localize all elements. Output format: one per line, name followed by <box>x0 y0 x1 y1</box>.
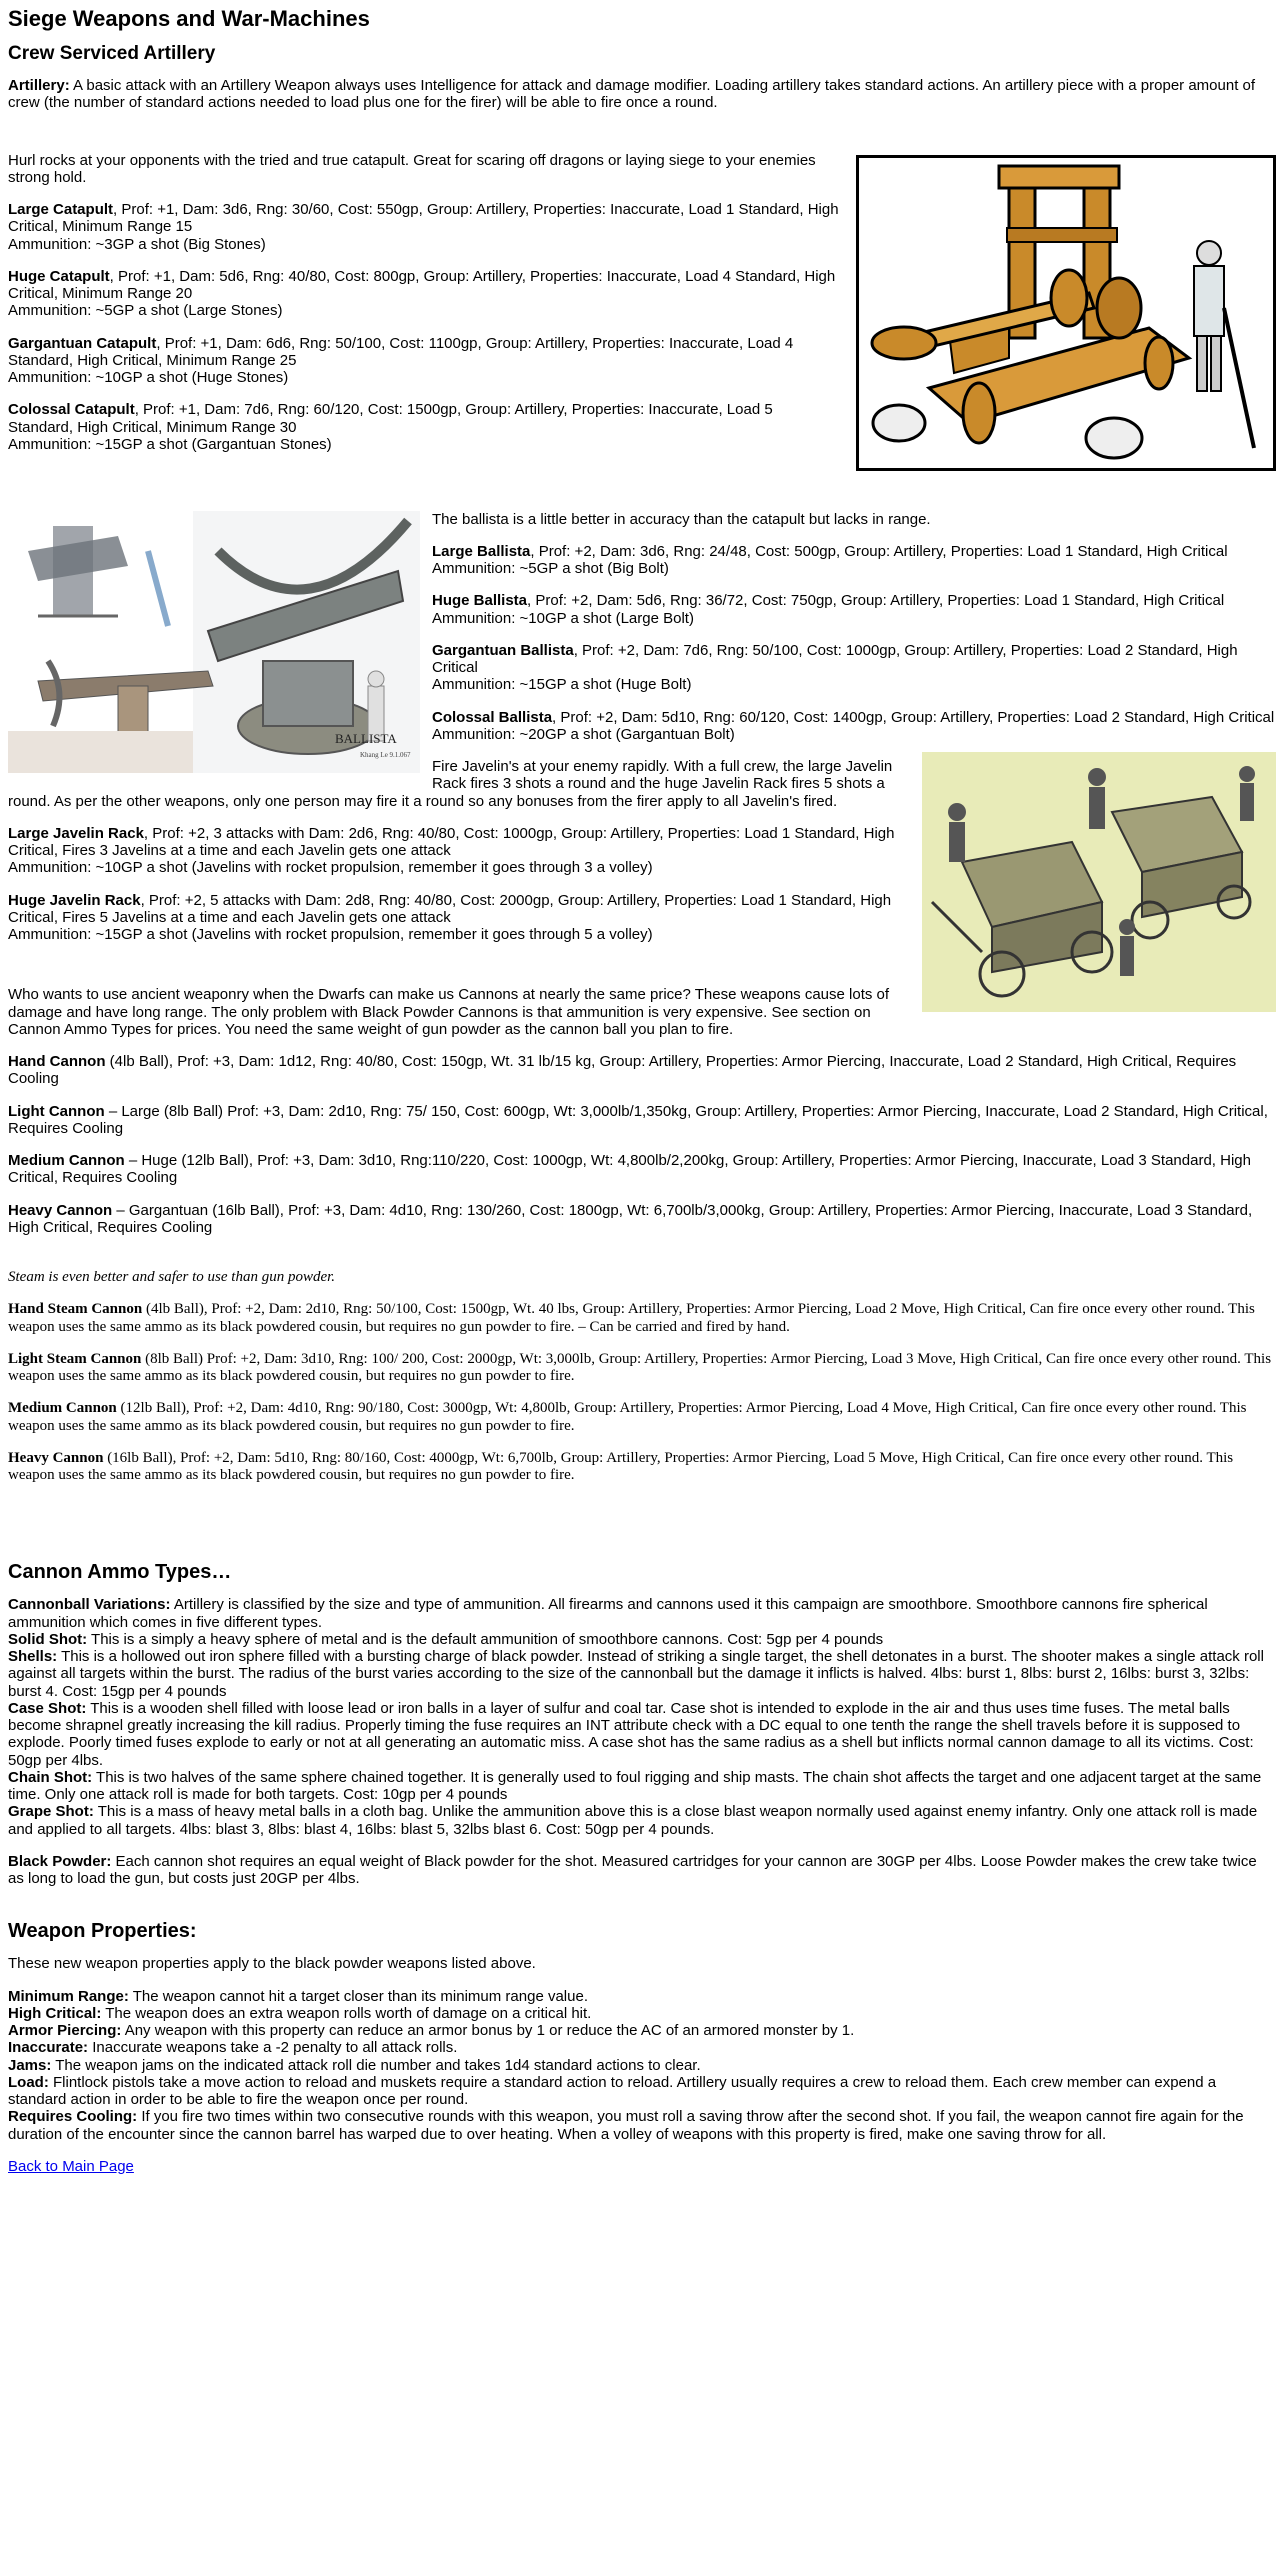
cannon-entry <box>8 1053 1276 1088</box>
back-to-main-link[interactable]: Back to Main Page <box>8 2157 134 2175</box>
ballista-intro: The ballista is a little better in accuracy than the catapult but lacks in range. <box>432 510 931 528</box>
ballista-image <box>8 511 420 773</box>
weapon-name: Hand Cannon <box>8 1053 106 1071</box>
definition: This is a hollowed out iron sphere filled with a bursting charge of black powder. Instead of striking a single target, the shell detonates in a burst. The shooter makes a single attack roll against all targets within the burst. The radius of the burst varies according to the size of the cannonball but the damage it inflicts is halved. 4lbs: burst 1, 8lbs: burst 2, 16lbs: burst 3, 32lbs: burst 4. Cost: 15gp per 4 pounds <box>8 1648 1264 1700</box>
weapon-ammo: Ammunition: ~15GP a shot (Gargantuan Stones) <box>8 435 332 453</box>
term: Jams: <box>8 2056 52 2074</box>
javelin-section <box>8 758 1276 943</box>
term: Armor Piercing: <box>8 2022 122 2040</box>
catapult-image <box>856 155 1276 471</box>
steam-section <box>8 1269 1276 1484</box>
definition: Inaccurate weapons take a -2 penalty to all attack rolls. <box>88 2039 458 2057</box>
weapon-name: Heavy Cannon <box>8 1201 113 1219</box>
definition: This is a wooden shell filled with loose lead or iron balls in a layer of sulfur and coal tar. Case shot is intended to explode in the air and thus uses time fuses. The metal balls become shrapnel greatly increasing the kill radius. Properly timing the fuse requires an INT attribute check with a DC equal to one tenth the range the shell travels before it is supposed to explode. Poorly timed fuses explode to early or not at all generating an automatic miss. A case shot has the same radius as a shell but inflicts normal cannon damage to all its victims. Cost: 50gp per 4lbs. <box>8 1699 1254 1769</box>
definition: Artillery is classified by the size and type of ammunition. All firearms and cannons used it this campaign are smoothbore. Smoothbore cannons fire spherical ammunition which comes in five different types. <box>8 1596 1208 1631</box>
weapon-name: Colossal Catapult <box>8 401 135 419</box>
cannon-intro: Who wants to use ancient weaponry when the Dwarfs can make us Cannons at nearly the same price? These weapons cause lots of damage and have long range. The only problem with Black Powder Cannons is that ammunition is very expensive. See section on Cannon Ammo Types for prices. You need the same weight of gun powder as the cannon ball you plan to fire. <box>8 986 890 1038</box>
cannon-entry <box>8 1103 1276 1138</box>
weapon-name: Huge Ballista <box>432 592 528 610</box>
catapult-section <box>8 152 1276 454</box>
catapult-intro: Hurl rocks at your opponents with the tried and true catapult. Great for scaring off dragons or laying siege to your enemies strong hold. <box>8 151 816 186</box>
weapon-ammo: Ammunition: ~5GP a shot (Large Stones) <box>8 302 283 320</box>
properties-intro: These new weapon properties apply to the black powder weapons listed above. <box>8 1955 536 1973</box>
weapon-name: Huge Javelin Rack <box>8 891 141 909</box>
weapon-property <box>8 2005 1276 2022</box>
weapon-name: Heavy Cannon <box>8 1449 104 1466</box>
weapon-stats: – Gargantuan (16lb Ball), Prof: +3, Dam: 4d10, Rng: 130/260, Cost: 1800gp, Wt: 6,700lb/3,000kg, Group: Artillery, Properties: Armor Piercing, Inaccurate, Load 3 Standard, High Critical, Requires Cooling <box>8 1201 1253 1236</box>
weapon-property <box>8 1988 1276 2005</box>
weapon-ammo: Ammunition: ~10GP a shot (Huge Stones) <box>8 369 289 387</box>
weapon-stats: , Prof: +2, Dam: 5d6, Rng: 36/72, Cost: 750gp, Group: Artillery, Properties: Load 1 Standard, High Critical <box>527 592 1225 610</box>
weapon-name: Light Steam Cannon <box>8 1350 142 1367</box>
steam-cannon-entry <box>8 1351 1276 1386</box>
ammo-type <box>8 1596 1276 1631</box>
ballista-caption: BALLISTA <box>335 730 397 746</box>
catapult-illustration <box>859 158 1273 468</box>
weapon-ammo: Ammunition: ~15GP a shot (Javelins with rocket propulsion, remember it goes through 5 a volley) <box>8 926 653 944</box>
steam-cannon-entry <box>8 1400 1276 1435</box>
definition: If you fire two times within two consecutive rounds with this weapon, you must roll a saving throw after the second shot. If you fail, the weapon cannot fire again for the duration of the encounter since the cannon barrel has warped due to over heating. When a volley of weapons with this property is fired, make one saving throw for all. <box>8 2108 1244 2143</box>
weapon-stats: (16lb Ball), Prof: +2, Dam: 5d10, Rng: 80/160, Cost: 4000gp, Wt: 6,700lb, Group: Artillery, Properties: Armor Piercing, Load 5 Move, High Critical, Can fire once every other round. This weapon uses the same ammo as its black powdered cousin, but requires no gun powder to fire. <box>8 1449 1234 1484</box>
weapon-stats: – Huge (12lb Ball), Prof: +3, Dam: 3d10, Rng:110/220, Cost: 1000gp, Wt: 4,800lb/2,200kg, Group: Artillery, Properties: Armor Piercing, Inaccurate, Load 3 Standard, High Critical, Requires Cooling <box>8 1152 1251 1187</box>
weapon-name: Gargantuan Catapult <box>8 334 157 352</box>
weapon-stats: , Prof: +2, 3 attacks with Dam: 2d6, Rng: 40/80, Cost: 1000gp, Group: Artillery, Properties: Load 1 Standard, High Critical, Fires 3 Javelins at a time and each Javelin gets one attack <box>8 824 895 860</box>
weapon-stats: – Large (8lb Ball) Prof: +3, Dam: 2d10, Rng: 75/ 150, Cost: 600gp, Wt: 3,000lb/1,350kg, Group: Artillery, Properties: Armor Piercing, Inaccurate, Load 2 Standard, High Critical, Requires Cooling <box>8 1102 1268 1137</box>
weapon-stats: , Prof: +1, Dam: 7d6, Rng: 60/120, Cost: 1500gp, Group: Artillery, Properties: Inaccurate, Load 5 Standard, High Critical, Minimum Range 30 <box>8 401 773 436</box>
definition: Flintlock pistols take a move action to reload and muskets require a standard action to reload. Artillery usually requires a crew to reload them. Each crew member can expend a standard action in order to be able to fire the weapon once per round. <box>8 2073 1217 2109</box>
definition: This is two halves of the same sphere chained together. It is generally used to foul rigging and ship masts. The chain shot affects the target and one adjacent target at the same time. Only one attack roll is made for both targets. Cost: 10gp per 4 pounds <box>8 1768 1262 1804</box>
term: High Critical: <box>8 2004 102 2022</box>
javelin-intro: Fire Javelin's at your enemy rapidly. With a full crew, the large Javelin Rack fires 3 shots a round and the huge Javelin Rack fires 5 shots a round. As per the other weapons, only one person may fire it a round so any bonuses from the firer apply to all Javelin's fired. <box>8 758 893 810</box>
crew-heading: Crew Serviced Artillery <box>8 43 216 65</box>
ammo-entries <box>8 1596 1276 1838</box>
weapon-ammo: Ammunition: ~10GP a shot (Javelins with rocket propulsion, remember it goes through 3 a volley) <box>8 859 653 877</box>
definition: The weapon cannot hit a target closer than its minimum range value. <box>128 1987 588 2005</box>
steam-intro: Steam is even better and safer to use than gun powder. <box>8 1269 336 1286</box>
ballista-section <box>8 510 1276 759</box>
weapon-stats: , Prof: +2, Dam: 5d10, Rng: 60/120, Cost: 1400gp, Group: Artillery, Properties: Load 2 Standard, High Critical <box>552 708 1275 726</box>
ballista-illustration <box>8 511 420 773</box>
black-powder: Black Powder: Each cannon shot requires an equal weight of Black powder for the shot. Measured cartridges for your cannon are 30GP per 4lbs. Loose Powder makes the crew take twice as long to load the gun, but costs just 20GP per 4lbs. <box>8 1852 1257 1888</box>
ammo-type <box>8 1769 1276 1804</box>
term: Cannonball Variations: <box>8 1596 171 1614</box>
cannon-entry <box>8 1152 1276 1187</box>
weapon-ammo: Ammunition: ~15GP a shot (Huge Bolt) <box>432 676 692 694</box>
weapon-stats: (8lb Ball) Prof: +2, Dam: 3d10, Rng: 100/ 200, Cost: 2000gp, Wt: 3,000lb, Group: Artillery, Properties: Armor Piercing, Load 3 Move, High Critical, Can fire once every other round. This weapon uses the same ammo as its black powdered cousin, but requires no gun powder to fire. <box>8 1350 1272 1385</box>
ammo-type <box>8 1631 1276 1648</box>
weapon-property <box>8 2022 1276 2039</box>
term: Load: <box>8 2073 49 2091</box>
cannon-entry <box>8 1202 1276 1237</box>
weapon-name: Huge Catapult <box>8 267 110 285</box>
definition: Any weapon with this property can reduce an armor bonus by 1 or reduce the AC of an armored monster by 1. <box>121 2022 855 2040</box>
weapon-property <box>8 2074 1276 2109</box>
weapon-name: Medium Cannon <box>8 1400 117 1417</box>
ballista-signature: Khang Le 9.1.067 <box>360 750 411 759</box>
ammo-type <box>8 1700 1276 1769</box>
properties-entries <box>8 1988 1276 2143</box>
weapon-property <box>8 2108 1276 2143</box>
steam-cannon-entry <box>8 1301 1276 1336</box>
weapon-name: Large Catapult <box>8 201 114 219</box>
document <box>8 6 1276 2190</box>
term: Inaccurate: <box>8 2039 89 2057</box>
weapon-property <box>8 2039 1276 2056</box>
weapon-name: Large Javelin Rack <box>8 824 144 842</box>
weapon-ammo: Ammunition: ~5GP a shot (Big Bolt) <box>432 560 669 578</box>
term: Requires Cooling: <box>8 2108 138 2126</box>
weapon-name: Hand Steam Cannon <box>8 1301 143 1318</box>
weapon-stats: , Prof: +1, Dam: 5d6, Rng: 40/80, Cost: 800gp, Group: Artillery, Properties: Inaccurate, Load 4 Standard, High Critical, Minimum Range 20 <box>8 267 836 303</box>
weapon-ammo: Ammunition: ~20GP a shot (Gargantuan Bolt) <box>432 725 735 743</box>
weapon-ammo: Ammunition: ~3GP a shot (Big Stones) <box>8 235 266 253</box>
weapon-stats: , Prof: +2, Dam: 7d6, Rng: 50/100, Cost: 1000gp, Group: Artillery, Properties: Load 2 Standard, High Critical <box>432 641 1238 677</box>
weapon-stats: (4lb Ball), Prof: +3, Dam: 1d12, Rng: 40/80, Cost: 150gp, Wt. 31 lb/15 kg, Group: Artillery, Properties: Armor Piercing, Inaccurate, Load 2 Standard, High Critical, Requires Cooling <box>8 1053 1237 1088</box>
weapon-name: Medium Cannon <box>8 1152 125 1170</box>
term: Case Shot: <box>8 1699 87 1717</box>
properties-heading: Weapon Properties: <box>8 1920 197 1943</box>
term: Shells: <box>8 1648 58 1666</box>
definition: The weapon jams on the indicated attack roll die number and takes 1d4 standard actions to clear. <box>51 2056 701 2074</box>
steam-cannon-entry <box>8 1450 1276 1485</box>
artillery-rule: Artillery: A basic attack with an Artillery Weapon always uses Intelligence for attack and damage modifier. Loading artillery takes standard actions. An artillery piece with a proper amount of crew (the number of standard actions needed to load plus one for the firer) will be able to fire once a round. <box>8 77 1256 112</box>
term: Grape Shot: <box>8 1803 94 1821</box>
weapon-stats: , Prof: +2, Dam: 3d6, Rng: 24/48, Cost: 500gp, Group: Artillery, Properties: Load 1 Standard, High Critical <box>530 542 1228 560</box>
cannon-section <box>8 986 1276 1236</box>
weapon-stats: , Prof: +1, Dam: 6d6, Rng: 50/100, Cost: 1100gp, Group: Artillery, Properties: Inaccurate, Load 4 Standard, High Critical, Minimum Range 25 <box>8 334 794 369</box>
ammo-heading: Cannon Ammo Types… <box>8 1561 232 1584</box>
weapon-stats: (12lb Ball), Prof: +2, Dam: 4d10, Rng: 90/180, Cost: 3000gp, Wt: 4,800lb, Group: Artillery, Properties: Armor Piercing, Load 4 Move, High Critical, Can fire once every other round. This weapon uses the same ammo as its black powdered cousin, but requires no gun powder to fire. <box>8 1400 1247 1434</box>
term: Chain Shot: <box>8 1768 93 1786</box>
weapon-stats: , Prof: +2, 5 attacks with Dam: 2d8, Rng: 40/80, Cost: 2000gp, Group: Artillery, Properties: Load 1 Standard, High Critical, Fires 5 Javelins at a time and each Javelin gets one attack <box>8 891 892 926</box>
definition: This is a mass of heavy metal balls in a cloth bag. Unlike the ammunition above this is a close blast weapon normally used against enemy infantry. Only one attack roll is made and applied to all targets. 4lbs: blast 3, 8lbs: blast 4, 16lbs: blast 5, 32lbs blast 6. Cost: 50gp per 4 pounds. <box>8 1803 1258 1838</box>
definition: The weapon does an extra weapon rolls worth of damage on a critical hit. <box>101 2004 592 2022</box>
term: Solid Shot: <box>8 1630 88 1648</box>
javelin-rack-illustration <box>922 752 1276 1012</box>
weapon-name: Colossal Ballista <box>432 708 553 726</box>
weapon-property <box>8 2057 1276 2074</box>
weapon-name: Light Cannon <box>8 1102 105 1120</box>
javelin-rack-image <box>922 752 1276 1012</box>
weapon-ammo: Ammunition: ~10GP a shot (Large Bolt) <box>432 609 694 627</box>
page-title: Siege Weapons and War-Machines <box>8 6 370 31</box>
ammo-type <box>8 1803 1276 1838</box>
term: Minimum Range: <box>8 1987 129 2005</box>
weapon-stats: , Prof: +1, Dam: 3d6, Rng: 30/60, Cost: 550gp, Group: Artillery, Properties: Inaccurate, Load 1 Standard, High Critical, Minimum Range 15 <box>8 201 839 236</box>
ammo-type <box>8 1648 1276 1700</box>
weapon-stats: (4lb Ball), Prof: +2, Dam: 2d10, Rng: 50/100, Cost: 1500gp, Wt. 40 lbs, Group: Artillery, Properties: Armor Piercing, Load 2 Move, High Critical, Can fire once every other round. This weapon uses the same ammo as its black powdered cousin, but requires no gun powder to fire. – Can be carried and fired by hand. <box>8 1301 1255 1335</box>
definition: This is a simply a heavy sphere of metal and is the default ammunition of smoothbore cannons. Cost: 5gp per 4 pounds <box>87 1630 884 1648</box>
weapon-name: Gargantuan Ballista <box>432 641 574 659</box>
weapon-name: Large Ballista <box>432 542 531 560</box>
